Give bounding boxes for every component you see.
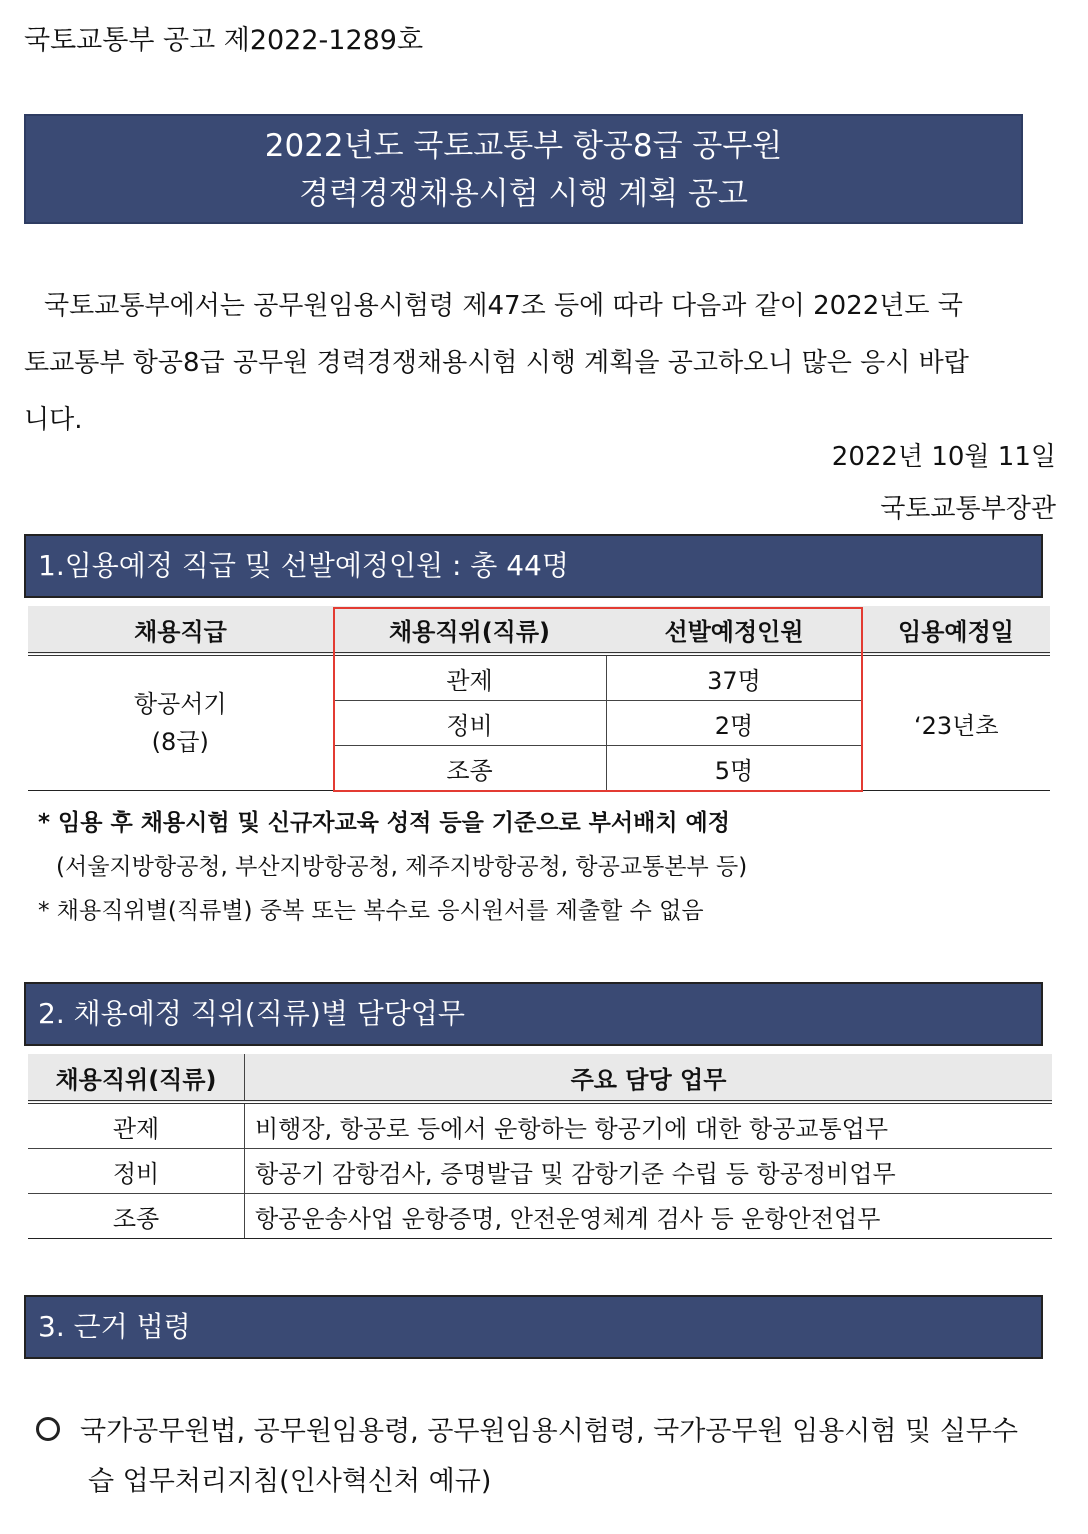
recruitment-table <box>28 606 1050 791</box>
grade-name: 항공서기 <box>133 690 227 718</box>
issuer: 국토교통부장관 <box>880 494 1056 524</box>
notice-number: 국토교통부 공고 제2022-1289호 <box>24 25 424 56</box>
position-cell: 조종 <box>333 746 606 791</box>
position-cell: 관제 <box>28 1102 245 1149</box>
position-cell: 정비 <box>333 701 606 746</box>
count-cell: 2명 <box>606 701 862 746</box>
col-start-date: 임용예정일 <box>862 606 1050 654</box>
grade-level: (8급) <box>151 728 209 756</box>
title-line-1: 2022년도 국토교통부 항공8급 공무원 <box>264 128 783 164</box>
col-position: 채용직위(직류) <box>333 606 606 654</box>
table-row <box>28 1102 1052 1149</box>
position-cell: 관제 <box>333 654 606 701</box>
table-row <box>28 1149 1052 1194</box>
table-row <box>28 654 1050 701</box>
position-cell: 정비 <box>28 1149 245 1194</box>
start-date-cell: ‘23년초 <box>862 654 1050 791</box>
duty-cell: 항공운송사업 운항증명, 안전운영체계 검사 등 운항안전업무 <box>245 1194 1053 1239</box>
col-grade: 채용직급 <box>28 606 333 654</box>
intro-line-3: 니다. <box>24 405 83 435</box>
law-item-line-1: 국가공무원법, 공무원임용령, 공무원임용시험령, 국가공무원 임용시험 및 실무수 <box>80 1416 1018 1447</box>
col-count: 선발예정인원 <box>606 606 862 654</box>
note-duplicate: * 채용직위별(직류별) 중복 또는 복수로 응시원서를 제출할 수 없음 <box>38 898 704 924</box>
section2-heading: 2. 채용예정 직위(직류)별 담당업무 <box>24 982 1043 1046</box>
law-item-line-2: 습 업무처리지침(인사혁신처 예규) <box>88 1466 492 1497</box>
duty-cell: 비행장, 항공로 등에서 운항하는 항공기에 대한 항공교통업무 <box>245 1102 1053 1149</box>
intro-paragraph <box>24 278 1056 449</box>
section3-heading: 3. 근거 법령 <box>24 1295 1043 1359</box>
note-offices: (서울지방항공청, 부산지방항공청, 제주지방항공청, 항공교통본부 등) <box>56 854 748 880</box>
col-position: 채용직위(직류) <box>28 1054 245 1102</box>
position-cell: 조종 <box>28 1194 245 1239</box>
section1-heading: 1.임용예정 직급 및 선발예정인원 : 총 44명 <box>24 534 1043 598</box>
intro-line-1: 국토교통부에서는 공무원임용시험령 제47조 등에 따라 다음과 같이 2022년도 국 <box>44 291 963 321</box>
title-banner <box>24 114 1023 224</box>
grade-cell <box>28 654 333 791</box>
duty-table <box>28 1054 1052 1239</box>
table-header-row <box>28 606 1050 654</box>
table-row <box>28 1194 1052 1239</box>
notice-date: 2022년 10월 11일 <box>831 442 1056 472</box>
count-cell: 5명 <box>606 746 862 791</box>
table-header-row <box>28 1054 1052 1102</box>
law-list-item <box>36 1407 1056 1507</box>
count-cell: 37명 <box>606 654 862 701</box>
col-duty: 주요 담당 업무 <box>245 1054 1053 1102</box>
title-line-2: 경력경쟁채용시험 시행 계획 공고 <box>299 176 748 212</box>
circle-bullet-icon <box>36 1417 60 1441</box>
note-assignment: * 임용 후 채용시험 및 신규자교육 성적 등을 기준으로 부서배치 예정 <box>38 810 730 836</box>
intro-line-2: 토교통부 항공8급 공무원 경력경쟁채용시험 시행 계획을 공고하오니 많은 응시 바랍 <box>24 348 969 378</box>
duty-cell: 항공기 감항검사, 증명발급 및 감항기준 수립 등 항공정비업무 <box>245 1149 1053 1194</box>
